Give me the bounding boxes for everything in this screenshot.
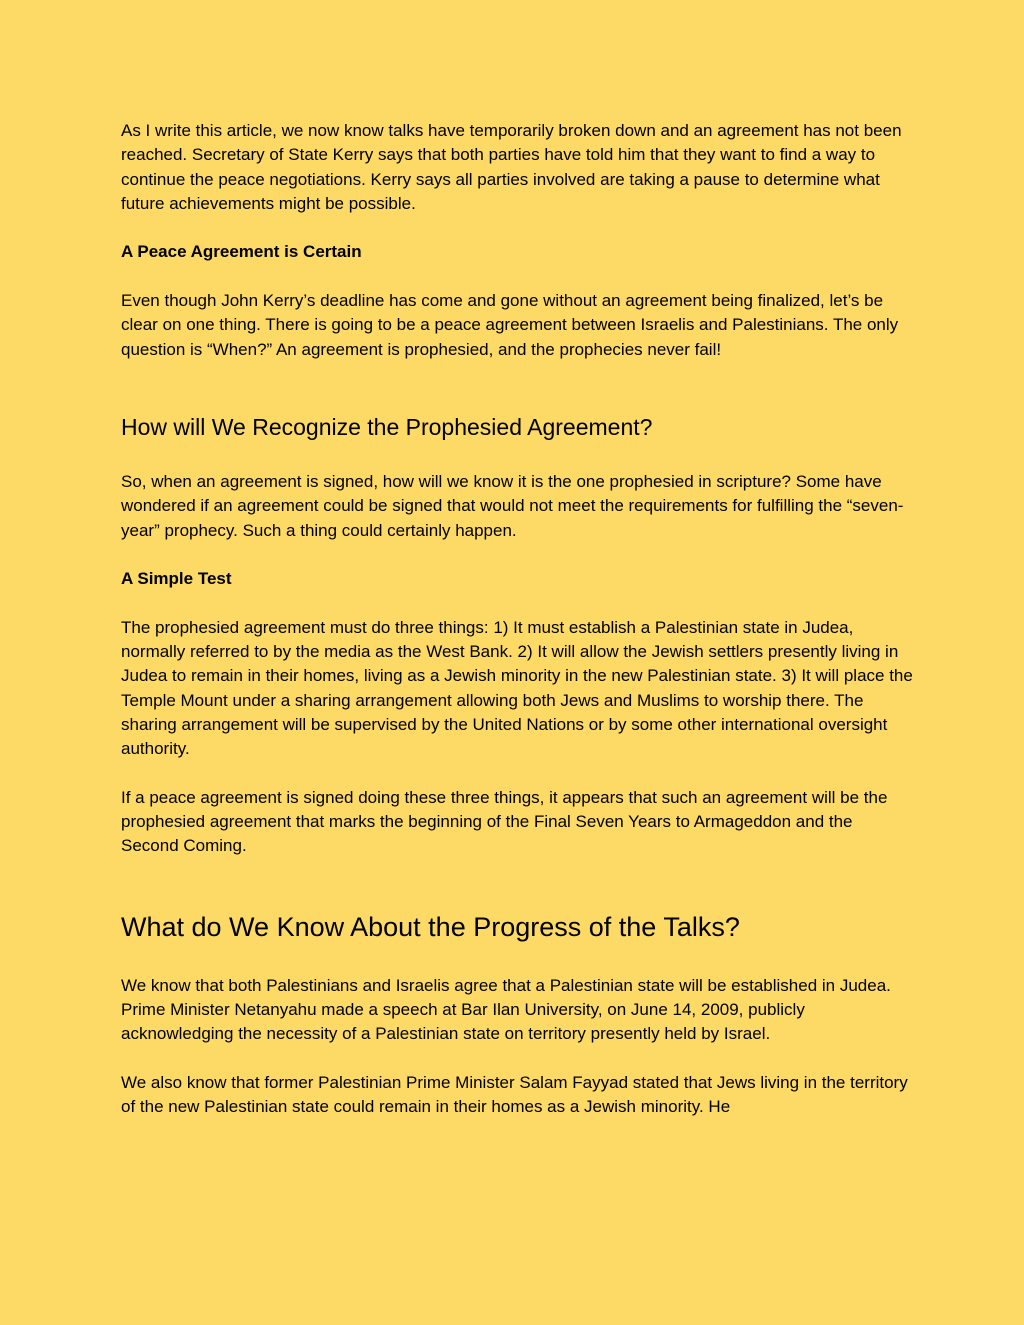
paragraph-talks-broken-down: As I write this article, we now know talks have temporarily broken down and an agreement has not been reached. Secretary of State Kerry says that both parties have told him that they want to find a way to continue the peace negotiations. Kerry says all parties involved are taking a pause to determine what future achievements might be possible. <box>121 121 902 213</box>
paragraph-how-will-we-know: So, when an agreement is signed, how will we know it is the one prophesied in scripture? Some have wondered if an agreement could be signed that would not meet the requirements for fulfilling the “seven-year” prophecy. Such a thing could certainly happen. <box>121 471 904 540</box>
paragraph-final-seven-years: If a peace agreement is signed doing these three things, it appears that such an agreement will be the prophesied agreement that marks the beginning of the Final Seven Years to Armageddon and the Second Coming. <box>121 787 888 856</box>
subheading-simple-test: A Simple Test <box>121 569 232 589</box>
paragraph-fayyad: We also know that former Palestinian Prime Minister Salam Fayyad stated that Jews living in the territory of the new Palestinian state could remain in their homes as a Jewish minority. He <box>121 1072 908 1117</box>
subheading-peace-agreement-certain: A Peace Agreement is Certain <box>121 242 362 262</box>
paragraph-three-things: The prophesied agreement must do three things: 1) It must establish a Palestinian state in Judea, normally referred to by the media as the West Bank. 2) It will allow the Jewish settlers presently living in Judea to remain in their homes, living as a Jewish minority in the new Palestinian state. 3) It will place the Temple Mount under a sharing arrangement allowing both Jews and Muslims to worship there. The sharing arrangement will be supervised by the United Nations or by some other international oversight authority. <box>121 617 913 759</box>
heading-progress-of-talks: What do We Know About the Progress of the Talks? <box>121 911 740 942</box>
paragraph-both-agree: We know that both Palestinians and Israelis agree that a Palestinian state will be established in Judea. Prime Minister Netanyahu made a speech at Bar Ilan University, on June 14, 2009, publicly acknowledging the necessity of a Palestinian state on territory presently held by Israel. <box>121 975 891 1044</box>
heading-recognize-agreement: How will We Recognize the Prophesied Agreement? <box>121 413 653 440</box>
paragraph-agreement-prophesied: Even though John Kerry’s deadline has come and gone without an agreement being finalized, let’s be clear on one thing. There is going to be a peace agreement between Israelis and Palestinians. The only question is “When?” An agreement is prophesied, and the prophecies never fail! <box>121 291 899 359</box>
